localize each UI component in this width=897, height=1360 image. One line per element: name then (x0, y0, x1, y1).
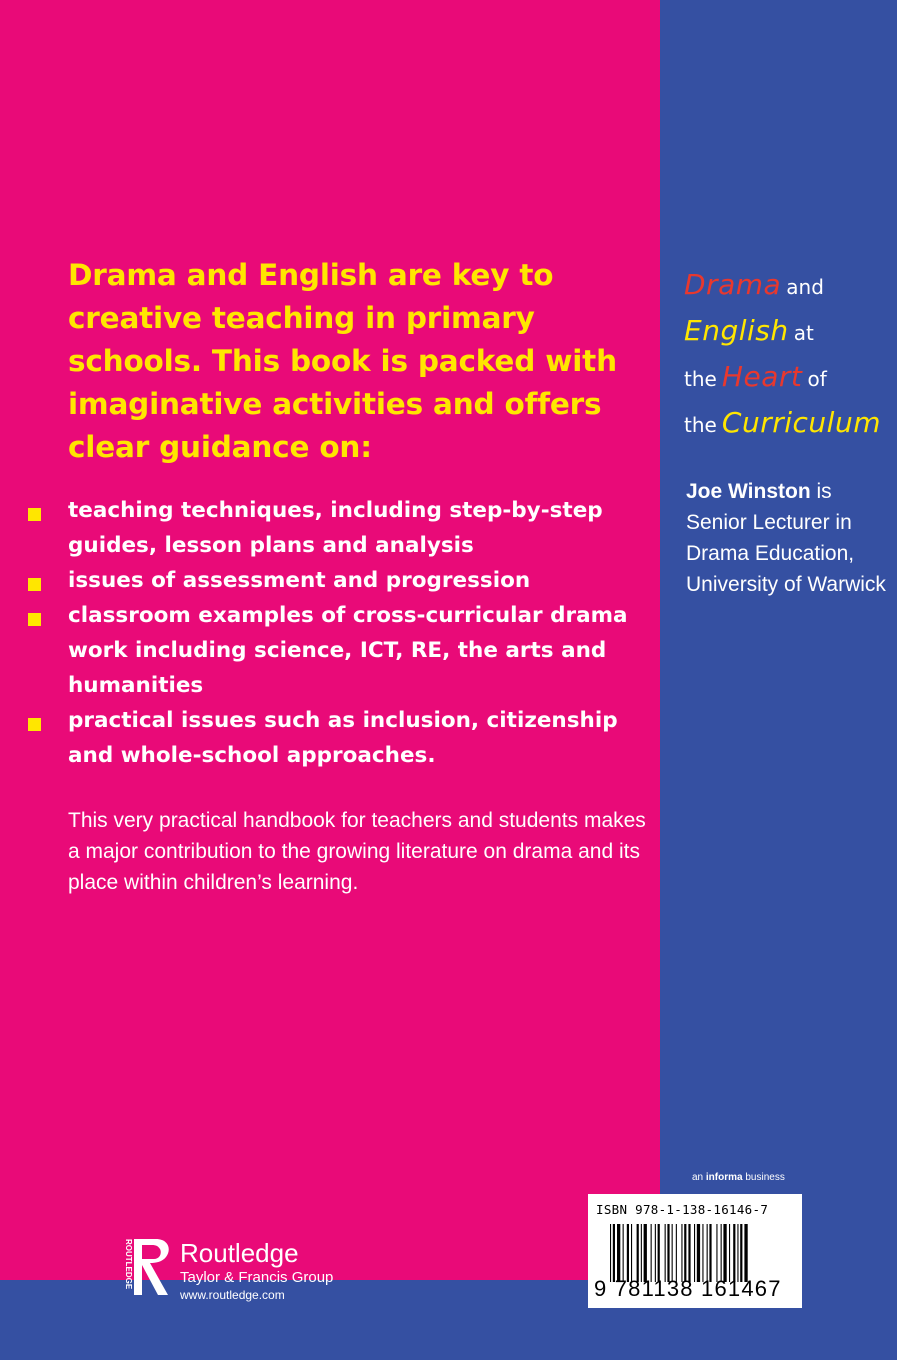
series-word-heart: Heart (721, 360, 803, 393)
barcode-bar (665, 1224, 666, 1282)
barcode-bar (729, 1224, 730, 1282)
barcode-bar (681, 1224, 682, 1282)
barcode-bar (733, 1224, 735, 1282)
barcode-bar (655, 1224, 656, 1282)
barcode-bar (672, 1224, 673, 1282)
barcode-bar (688, 1224, 690, 1282)
series-word: of (807, 367, 827, 391)
series-title (684, 262, 897, 446)
barcode-bar (637, 1224, 639, 1282)
barcode-bar (737, 1224, 738, 1282)
series-line (684, 354, 897, 400)
series-word-curriculum: Curriculum (721, 406, 881, 439)
series-line (684, 308, 897, 354)
list-item-text: classroom examples of cross-curricular drama work including science, ICT, RE, the arts and humanities (68, 603, 628, 698)
barcode-bar (707, 1224, 708, 1282)
barcode-bar (623, 1224, 624, 1282)
series-word: the (684, 413, 717, 437)
barcode-bar (667, 1224, 669, 1282)
barcode-bar (740, 1224, 742, 1282)
bullet-square-icon (28, 508, 41, 521)
publisher-info (180, 1238, 333, 1304)
list-item (28, 493, 628, 563)
publisher-group: Taylor & Francis Group (180, 1269, 334, 1286)
bullet-square-icon (28, 718, 41, 731)
barcode-bar (744, 1224, 747, 1282)
barcode-bar (644, 1224, 647, 1282)
series-line (684, 262, 897, 308)
bullet-square-icon (28, 613, 41, 626)
list-item-text: teaching techniques, including step-by-step guides, lesson plans and analysis (68, 498, 603, 558)
barcode-bar (716, 1224, 717, 1282)
barcode-bar (709, 1224, 711, 1282)
series-word: the (684, 367, 717, 391)
author-line: Drama Education, (686, 542, 855, 565)
barcode-bar (617, 1224, 620, 1282)
series-word-english: English (684, 314, 789, 347)
series-word: at (793, 321, 814, 345)
author-bio (686, 476, 897, 600)
barcode-bar (723, 1224, 726, 1282)
description-text: This very practical handbook for teachers and students makes a major contribution to the growing literature on drama and its place within children’s learning. (68, 809, 646, 894)
barcode-bar (694, 1224, 695, 1282)
bullet-square-icon (28, 578, 41, 591)
publisher-url: www.routledge.com (180, 1288, 285, 1302)
list-item-text: practical issues such as inclusion, citizenship and whole-school approaches. (68, 708, 618, 768)
intro-text: Drama and English are key to creative teaching in primary schools. This book is packed with imaginative activities and offers clear guidance on: (68, 258, 617, 464)
barcode-bar (651, 1224, 652, 1282)
series-line (684, 400, 897, 446)
author-line: University of Warwick (686, 573, 886, 596)
list-item (28, 703, 628, 773)
barcode-bar (627, 1224, 629, 1282)
barcode-bar (702, 1224, 703, 1282)
blue-side-panel (660, 0, 897, 1360)
list-item-text: issues of assessment and progression (68, 568, 531, 593)
publisher-name: Routledge (180, 1238, 299, 1268)
barcode-bar (658, 1224, 660, 1282)
barcode-bar (631, 1224, 632, 1282)
routledge-logo-icon (124, 1235, 174, 1299)
barcode-bar (721, 1224, 722, 1282)
barcode-bars (610, 1224, 792, 1282)
author-line: Senior Lecturer in (686, 511, 852, 534)
author-name: Joe Winston (686, 480, 811, 503)
barcode-bar (684, 1224, 686, 1282)
list-item (28, 563, 628, 598)
barcode-bar (697, 1224, 700, 1282)
author-line: Joe Winston is (686, 480, 832, 503)
barcode-bar (676, 1224, 677, 1282)
barcode-number: 9 781138 161467 (594, 1276, 782, 1301)
series-word-drama: Drama (684, 268, 782, 301)
logo-lettering: ROUTLEDGE (124, 1239, 133, 1290)
list-item (28, 598, 628, 703)
isbn-label: ISBN 978-1-138-16146-7 (596, 1202, 769, 1217)
barcode-bar (613, 1224, 615, 1282)
barcode-bar (641, 1224, 642, 1282)
guidance-list (28, 493, 628, 773)
series-word: and (786, 275, 824, 299)
barcode (588, 1194, 802, 1308)
informa-tagline: an informa business (692, 1172, 785, 1183)
barcode-bar (610, 1224, 611, 1282)
